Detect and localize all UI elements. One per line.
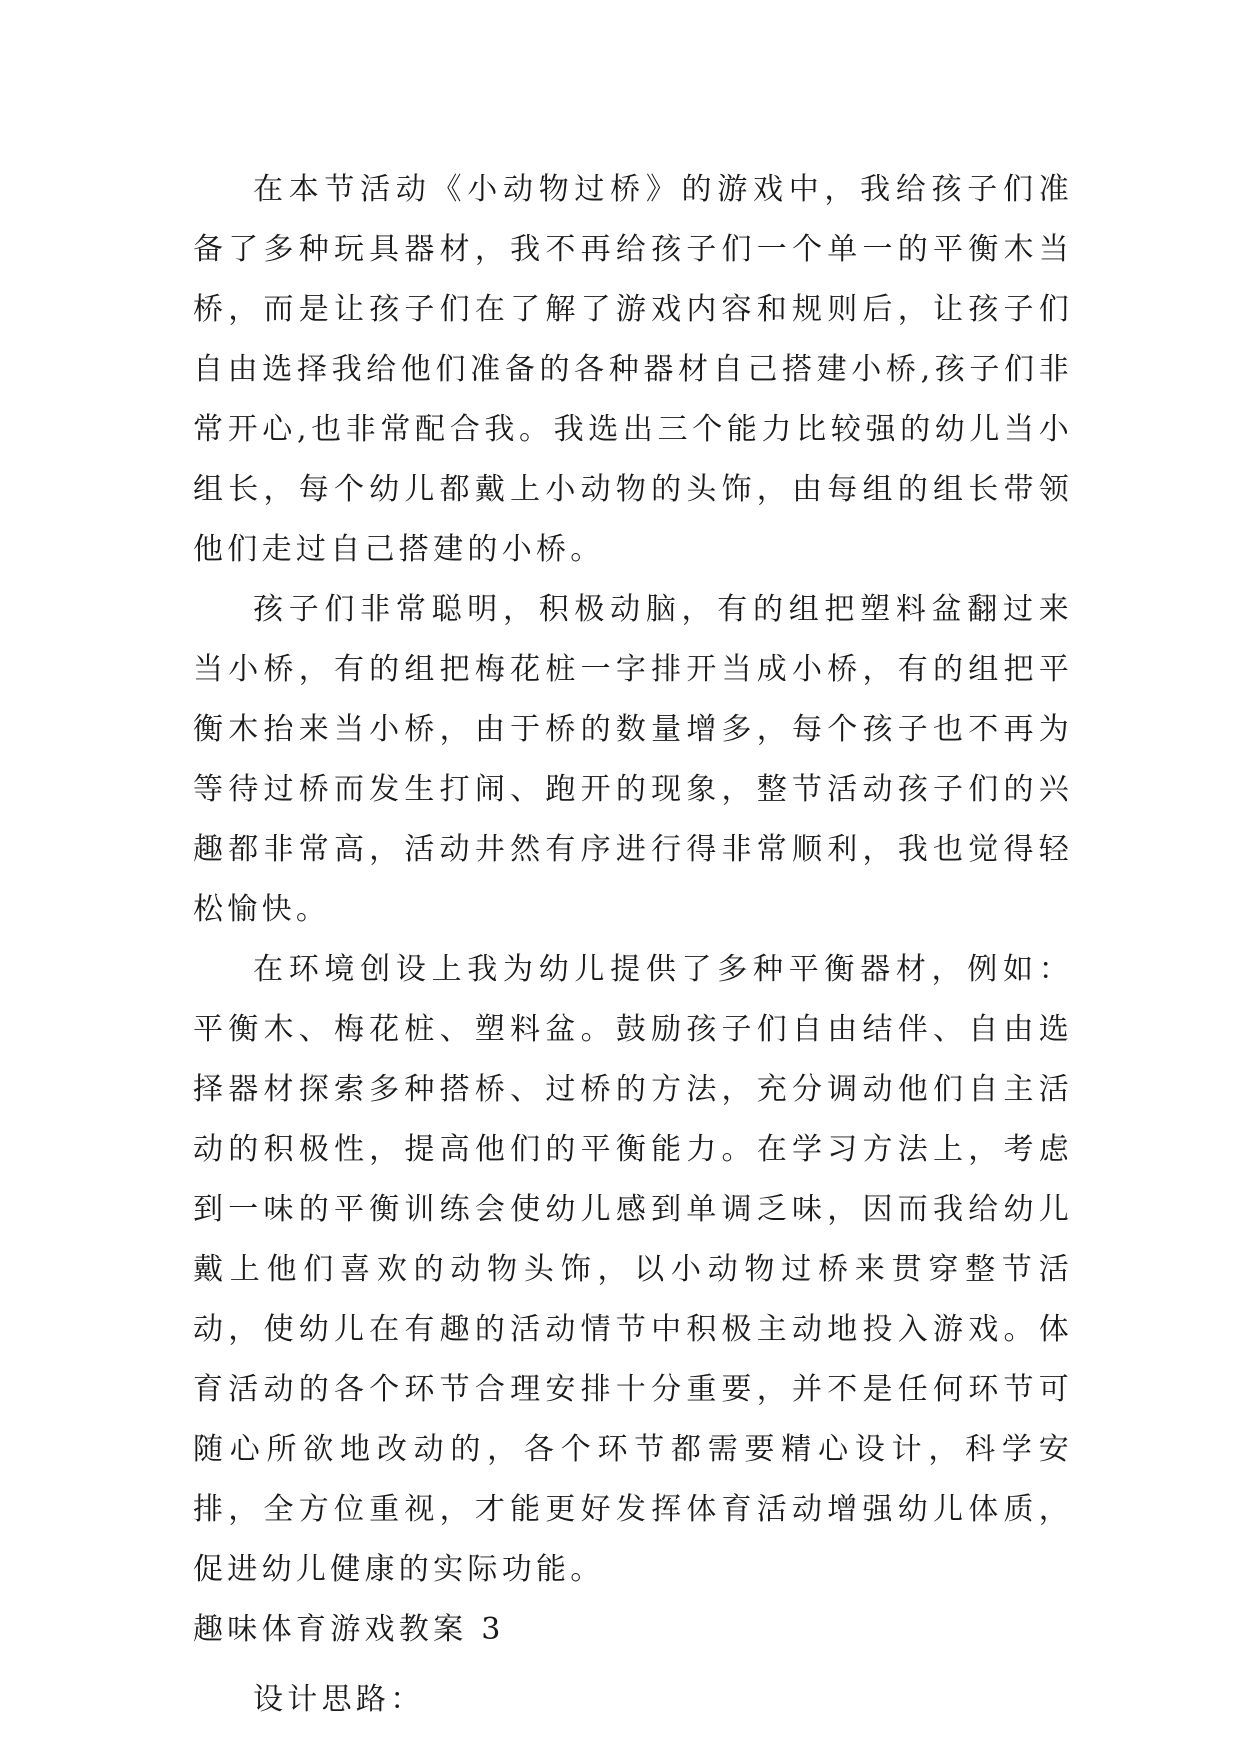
document-body	[193, 160, 1073, 1730]
paragraph-1: 在本节活动《小动物过桥》的游戏中，我给孩子们准备了多种玩具器材，我不再给孩子们一个单一的平衡木当桥，而是让孩子们在了解了游戏内容和规则后，让孩子们自由选择我给他们准备的各种器材自己搭建小桥,孩子们非常开心,也非常配合我。我选出三个能力比较强的幼儿当小组长，每个幼儿都戴上小动物的头饰，由每组的组长带领他们走过自己搭建的小桥。	[193, 172, 1073, 567]
section-heading: 趣味体育游戏教案 3	[193, 1612, 505, 1647]
section-subheading: 设计思路：	[253, 1682, 425, 1717]
paragraph-2: 孩子们非常聪明，积极动脑，有的组把塑料盆翻过来当小桥，有的组把梅花桩一字排开当成小桥，有的组把平衡木抬来当小桥，由于桥的数量增多，每个孩子也不再为等待过桥而发生打闹、跑开的现象，整节活动孩子们的兴趣都非常高，活动井然有序进行得非常顺利，我也觉得轻松愉快。	[193, 592, 1073, 927]
paragraph-3: 在环境创设上我为幼儿提供了多种平衡器材，例如：平衡木、梅花桩、塑料盆。鼓励孩子们自由结伴、自由选择器材探索多种搭桥、过桥的方法，充分调动他们自主活动的积极性，提高他们的平衡能力。在学习方法上，考虑到一味的平衡训练会使幼儿感到单调乏味，因而我给幼儿戴上他们喜欢的动物头饰，以小动物过桥来贯穿整节活动，使幼儿在有趣的活动情节中积极主动地投入游戏。体育活动的各个环节合理安排十分重要，并不是任何环节可随心所欲地改动的，各个环节都需要精心设计，科学安排，全方位重视，才能更好发挥体育活动增强幼儿体质，促进幼儿健康的实际功能。	[193, 952, 1073, 1587]
